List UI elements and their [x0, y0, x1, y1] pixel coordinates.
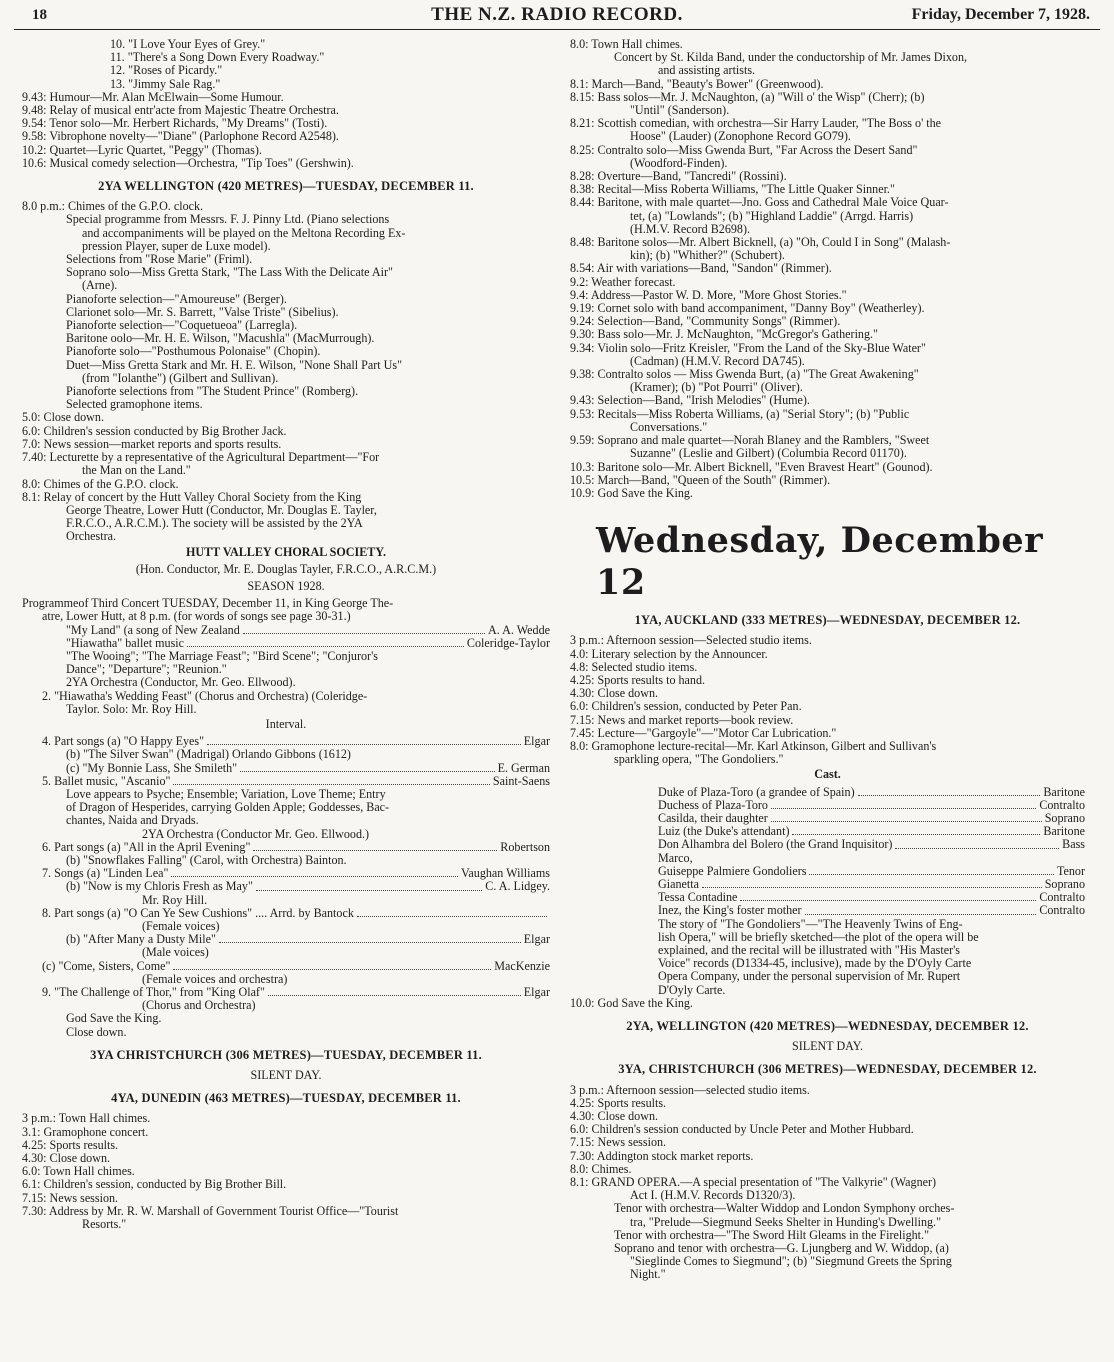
listing-line: tet, (a) "Lowlands"; (b) "Highland Laddie" (Arrgd. Harris) — [630, 208, 914, 223]
row-credit: Baritone — [1043, 784, 1085, 799]
subheading: Interval. — [265, 716, 307, 731]
listing-line: (Woodford-Finden). — [630, 155, 728, 170]
listing-line: lish Opera," will be briefly sketched—the plot of the opera will be — [658, 929, 979, 944]
listing-line: "The Wooing"; "The Marriage Feast"; "Bird Scene"; "Conjuror's — [66, 648, 378, 663]
listing-line: Conversations." — [630, 419, 708, 434]
row-credit: Elgar — [523, 932, 550, 947]
listing-line: 8.15: Bass solos—Mr. J. McNaughton, (a) "Will o' the Wisp" (Cherr); (b) — [570, 89, 925, 104]
listing-line: tra, "Prelude—Siegmund Seeks Shelter in Hunding's Dwelling." — [630, 1214, 942, 1229]
row-credit: Baritone — [1043, 824, 1085, 839]
listing-line: 10. "I Love Your Eyes of Grey." — [110, 38, 266, 51]
listing-line: (Male voices) — [142, 945, 209, 960]
listing-line: Selections from "Rose Marie" (Friml). — [66, 252, 253, 267]
dot-leader — [771, 812, 1042, 822]
listing-line: 6.0: Town Hall chimes. — [22, 1164, 135, 1179]
listing-line: 7.30: Address by Mr. R. W. Marshall of Government Tourist Office—"Tourist — [22, 1203, 399, 1218]
listing-line: (Female voices and orchestra) — [142, 971, 288, 986]
listing-line: 9.4: Address—Pastor W. D. More, "More Ghost Stories." — [570, 287, 847, 302]
row-title: Tessa Contadine — [658, 890, 738, 905]
row-credit: C. A. Lidgey. — [485, 879, 550, 894]
listing-dotted-row — [570, 891, 1085, 904]
listing-line: the Man on the Land." — [82, 463, 191, 478]
listing-line: 8.0: Town Hall chimes. — [570, 38, 683, 51]
row-title: (b) "Now is my Chloris Fresh as May" — [66, 879, 253, 894]
subheading: SILENT DAY. — [250, 1068, 322, 1083]
row-title: Luiz (the Duke's attendant) — [658, 824, 790, 839]
listing-line: 7.15: News session. — [570, 1135, 667, 1150]
listing-line: 3 p.m.: Afternoon session—selected studio items. — [570, 1082, 810, 1097]
dot-leader — [253, 841, 497, 851]
row-title: 8. Part songs (a) "O Can Ye Sew Cushions" .... Arrd. by Bantock — [42, 905, 354, 920]
dot-leader — [805, 904, 1037, 914]
issue-date: Friday, December 7, 1928. — [911, 6, 1090, 23]
listing-line: (b) "Snowflakes Falling" (Carol, with Orchestra) Bainton. — [66, 852, 347, 867]
listing-line: Clarionet solo—Mr. S. Barrett, "Valse Triste" (Sibelius). — [66, 304, 339, 319]
listing-line: Tenor with orchestra—"The Sword Hilt Gleams in the Firelight." — [614, 1227, 930, 1242]
listing-line: pression Player, super de Luxe model). — [82, 238, 271, 253]
listing-line: Special programme from Messrs. F. J. Pinny Ltd. (Piano selections — [66, 212, 390, 227]
listing-line: 2. "Hiawatha's Wedding Feast" (Chorus and Orchestra) (Coleridge- — [42, 688, 368, 703]
listing-line: 8.1: GRAND OPERA.—A special presentation of "The Valkyrie" (Wagner) — [570, 1175, 937, 1190]
listing-line: Pianoforte selection—"Amoureuse" (Berger). — [66, 291, 287, 306]
listing-line: of Dragon of Hesperides, carrying Golden Apple; Goddesses, Bac- — [66, 800, 390, 815]
subheading: (Hon. Conductor, Mr. E. Douglas Tayler, F.R.C.O., A.R.C.M.) — [135, 561, 437, 576]
listing-line: God Save the King. — [66, 1011, 162, 1026]
listing-dotted-row — [570, 904, 1085, 917]
listing-line: Dance"; "Departure"; "Reunion." — [66, 662, 227, 677]
listing-line: 9.24: Selection—Band, "Community Songs" (Rimmer). — [570, 314, 841, 329]
listing-line: 7.15: News and market reports—book review. — [570, 712, 794, 727]
row-title: (c) "My Bonnie Lass, She Smileth" — [66, 760, 238, 775]
listing-line: (b) "The Silver Swan" (Madrigal) Orlando Gibbons (1612) — [66, 747, 351, 762]
listing-line: 6.0: Children's session conducted by Uncle Peter and Mother Hubbard. — [570, 1122, 914, 1137]
row-credit: Coleridge-Taylor — [466, 635, 550, 650]
row-title: 5. Ballet music, "Ascanio" — [42, 773, 171, 788]
listing-line: 8.48: Baritone solos—Mr. Albert Bicknell, (a) "Oh, Could I in Song" (Malash- — [570, 235, 951, 250]
listing-line: Baritone oolo—Mr. H. E. Wilson, "Macushla" (MacMurrough). — [66, 331, 375, 346]
listing-line: 7.30: Addington stock market reports. — [570, 1148, 754, 1163]
listing-line: 4.25: Sports results. — [570, 1095, 667, 1110]
row-credit: MacKenzie — [494, 958, 550, 973]
row-title: 9. "The Challenge of Thor," from "King Olaf" — [42, 985, 265, 1000]
row-title: (c) "Come, Sisters, Come" — [42, 958, 171, 973]
listing-line: 8.0: Chimes of the G.P.O. clock. — [22, 476, 179, 491]
row-credit: Contralto — [1039, 797, 1085, 812]
listing-dotted-row — [22, 637, 550, 650]
listing-dotted-row — [570, 799, 1085, 812]
subheading: SILENT DAY. — [791, 1039, 863, 1054]
listing-line: 2YA Orchestra (Conductor Mr. Geo. Ellwood.) — [142, 826, 370, 841]
listing-line: 9.30: Bass solo—Mr. J. McNaughton, "McGregor's Gathering." — [570, 327, 878, 342]
listing-line: Selected gramophone items. — [66, 397, 203, 412]
listing-line: (Female voices) — [142, 919, 220, 933]
dot-leader — [171, 867, 458, 877]
listing-line: 2YA Orchestra (Conductor, Mr. Geo. Ellwood). — [66, 675, 296, 690]
listing-line: Resorts." — [82, 1217, 127, 1232]
listing-line: Love appears to Psyche; Ensemble; Variation, Love Theme; Entry — [66, 786, 386, 801]
row-credit: Tenor — [1056, 863, 1085, 878]
listing-line: "Sieglinde Comes to Siegmund"; (b) "Siegmund Greets the Spring — [630, 1254, 952, 1269]
listing-line: 7.15: News session. — [22, 1190, 119, 1205]
listing-line: Opera Company, under the personal supervision of Mr. Rupert — [658, 969, 961, 984]
listing-dotted-row — [570, 786, 1085, 799]
row-credit: E. German — [497, 760, 550, 775]
listing-line: 9.54: Tenor solo—Mr. Herbert Richards, "My Dreams" (Tosti). — [22, 116, 328, 131]
listing-line: 4.30: Close down. — [22, 1151, 111, 1166]
listing-dotted-row — [22, 775, 550, 788]
listing-line: Marco, — [658, 850, 693, 865]
dot-leader — [240, 762, 495, 772]
listing-line: Pianoforte selections from "The Student Prince" (Romberg). — [66, 384, 359, 399]
listing-line: 8.1: March—Band, "Beauty's Bower" (Greenwood). — [570, 76, 824, 91]
listing-line: 10.0: God Save the King. — [570, 995, 693, 1010]
row-title: Don Alhambra del Bolero (the Grand Inquisitor) — [658, 837, 893, 852]
listing-line: 9.19: Cornet solo with band accompaniment, "Danny Boy" (Weatherley). — [570, 301, 925, 316]
listing-line: 4.25: Sports results to hand. — [570, 672, 706, 687]
listing-line: "Until" (Sanderson). — [630, 103, 730, 118]
row-credit: Saint-Saens — [492, 773, 550, 788]
dot-leader — [187, 637, 464, 647]
row-title: "My Land" (a song of New Zealand — [66, 622, 240, 637]
row-credit: Contralto — [1039, 903, 1085, 918]
listing-line: 8.0: Gramophone lecture-recital—Mr. Karl Atkinson, Gilbert and Sullivan's — [570, 738, 937, 753]
page-number: 18 — [32, 7, 47, 23]
station-heading: 2YA, WELLINGTON (420 METRES)—WEDNESDAY, DECEMBER 12. — [626, 1019, 1029, 1033]
listing-line: The story of "The Gondoliers"—"The Heavenly Twins of Eng- — [658, 916, 963, 931]
row-title: 6. Part songs (a) "All in the April Evening" — [42, 839, 251, 854]
listing-line: 9.34: Violin solo—Fritz Kreisler, "From the Land of the Sky-Blue Water" — [570, 340, 926, 355]
listing-line: atre, Lower Hutt, at 8 p.m. (for words of songs see page 30-31.) — [42, 609, 351, 624]
listing-line: 9.59: Soprano and male quartet—Norah Blaney and the Ramblers, "Sweet — [570, 433, 930, 448]
listing-line: 8.21: Scottish comedian, with orchestra—Sir Harry Lauder, "The Boss o' the — [570, 116, 942, 131]
listing-line: explained, and the recital will be illustrated with "His Master's — [658, 942, 960, 957]
dot-leader — [173, 775, 489, 785]
listing-line: Mr. Roy Hill. — [142, 892, 208, 907]
row-credit: Bass — [1062, 837, 1085, 852]
row-title: 4. Part songs (a) "O Happy Eyes" — [42, 734, 205, 749]
row-credit: Contralto — [1039, 890, 1085, 905]
dot-leader — [792, 825, 1040, 835]
listing-line: 8.38: Recital—Miss Roberta Williams, "The Little Quaker Sinner." — [570, 182, 895, 197]
row-title: 7. Songs (a) "Linden Lea" — [42, 866, 169, 881]
dot-leader — [173, 960, 491, 970]
station-heading: 4YA, DUNEDIN (463 METRES)—TUESDAY, DECEMBER 11. — [111, 1091, 461, 1106]
row-title: Inez, the King's foster mother — [658, 903, 802, 918]
right-column — [570, 38, 1085, 1353]
listing-line: and accompaniments will be played on the Meltona Recording Ex- — [82, 225, 406, 240]
listing-line: 4.25: Sports results. — [22, 1137, 119, 1152]
listing-line: 8.0 p.m.: Chimes of the G.P.O. clock. — [22, 199, 204, 214]
dot-leader — [771, 799, 1036, 809]
listing-line: 11. "There's a Song Down Every Roadway." — [110, 50, 325, 65]
station-heading: 3YA, CHRISTCHURCH (306 METRES)—WEDNESDAY, DECEMBER 12. — [618, 1062, 1037, 1077]
dot-leader — [702, 878, 1042, 888]
listing-line: 8.54: Air with variations—Band, "Sandon" (Rimmer). — [570, 261, 832, 276]
listing-line: 9.58: Vibrophone novelty—"Diane" (Parlophone Record A2548). — [22, 129, 339, 144]
listing-line: Orchestra. — [66, 529, 117, 544]
row-credit: Elgar — [523, 734, 550, 749]
listing-line: 10.6: Musical comedy selection—Orchestra, "Tip Toes" (Gershwin). — [22, 155, 354, 170]
listing-line: Soprano and tenor with orchestra—G. Ljungberg and W. Widdop, (a) — [614, 1241, 949, 1256]
station-heading: 3YA CHRISTCHURCH (306 METRES)—TUESDAY, DECEMBER 11. — [90, 1047, 482, 1062]
listing-line: kin); (b) "Whither?" (Schubert). — [630, 248, 785, 263]
listing-line: Duet—Miss Gretta Stark and Mr. H. E. Wilson, "None Shall Part Us" — [66, 357, 403, 372]
subheading: HUTT VALLEY CHORAL SOCIETY. — [185, 544, 387, 559]
row-title: "Hiawatha" ballet music — [66, 635, 185, 650]
subheading: SEASON 1928. — [247, 578, 325, 593]
dot-leader — [243, 624, 485, 634]
listing-line: 12. "Roses of Picardy." — [110, 63, 223, 78]
listing-line: 4.0: Literary selection by the Announcer. — [570, 646, 768, 661]
listing-line: (Chorus and Orchestra) — [142, 998, 256, 1013]
row-title: Casilda, their daughter — [658, 810, 768, 825]
row-title: (b) "After Many a Dusty Mile" — [66, 932, 216, 947]
listing-line: Night." — [630, 1267, 666, 1282]
listing-line: 9.43: Humour—Mr. Alan McElwain—Some Humour. — [22, 89, 284, 104]
listing-line: (Kramer); (b) "Pot Pourri" (Oliver). — [630, 380, 803, 395]
listing-line: Tenor with orchestra—Walter Widdop and London Symphony orches- — [614, 1201, 955, 1216]
listing-line: 7.0: News session—market reports and sports results. — [22, 436, 282, 451]
row-title: Guiseppe Palmiere Gondoliers — [658, 863, 807, 878]
left-column — [22, 38, 550, 1353]
listing-line: Programmeof Third Concert TUESDAY, December 11, in King George The- — [22, 596, 394, 611]
station-heading: 2YA WELLINGTON (420 METRES)—TUESDAY, DECEMBER 11. — [98, 179, 474, 194]
listing-line: 9.43: Selection—Band, "Irish Melodies" (Hume). — [570, 393, 810, 408]
listing-line: 6.0: Children's session conducted by Big Brother Jack. — [22, 423, 287, 438]
listing-line: (Cadman) (H.M.V. Record DA745). — [630, 353, 805, 368]
dot-leader — [895, 838, 1059, 848]
listing-line: 5.0: Close down. — [22, 410, 104, 425]
listing-line: and assisting artists. — [658, 63, 756, 78]
listing-line: Act I. (H.M.V. Records D1320/3). — [630, 1188, 796, 1203]
listing-line: Close down. — [66, 1024, 127, 1039]
listing-line: 8.25: Contralto solo—Miss Gwenda Burt, "Far Across the Desert Sand" — [570, 142, 918, 157]
listing-line: Hoose" (Lauder) (Zonophone Record GO79). — [630, 129, 851, 144]
listing-dotted-row — [22, 880, 550, 893]
listing-dotted-row — [570, 865, 1085, 878]
listing-line: 10.3: Baritone solo—Mr. Albert Bicknell, "Even Bravest Heart" (Gounod). — [570, 459, 933, 474]
listing-dotted-row — [22, 960, 550, 973]
listing-line: 8.44: Baritone, with male quartet—Jno. Goss and Cathedral Male Voice Quar- — [570, 195, 949, 210]
listing-line: 7.45: Lecture—"Gargoyle"—"Motor Car Lubrication." — [570, 725, 837, 740]
dot-leader — [256, 880, 482, 890]
listing-line: 9.53: Recitals—Miss Roberta Williams, (a) "Serial Story"; (b) "Public — [570, 406, 910, 421]
dot-leader — [809, 865, 1054, 875]
listing-line: George Theatre, Lower Hutt (Conductor, Mr. Douglas E. Tayler, — [66, 502, 377, 517]
listing-line: 4.8: Selected studio items. — [570, 659, 698, 674]
dot-leader — [219, 933, 521, 943]
dot-leader — [268, 986, 521, 996]
dot-leader — [357, 907, 547, 917]
listing-line: 6.0: Children's session, conducted by Peter Pan. — [570, 699, 802, 714]
row-credit: Elgar — [523, 985, 550, 1000]
row-credit: Vaughan Williams — [461, 866, 550, 881]
listing-line: Soprano solo—Miss Gretta Stark, "The Lass With the Delicate Air" — [66, 265, 393, 280]
day-heading: Wednesday, December 12 — [596, 520, 1044, 604]
page-header — [14, 4, 1100, 28]
row-title: Duchess of Plaza-Toro — [658, 797, 768, 812]
listing-line: 8.28: Overture—Band, "Tancredi" (Rossini). — [570, 169, 787, 184]
listing-line: Pianoforte selection—"Coquetueoa" (Larregla). — [66, 318, 298, 333]
listing-line: Suzanne" (Leslie and Gilbert) (Columbia Record 01170). — [630, 446, 907, 461]
listing-line: sparkling opera, "The Gondoliers." — [614, 752, 784, 767]
listing-line: 13. "Jimmy Sale Rag." — [110, 76, 221, 91]
listing-dotted-row — [22, 624, 550, 637]
listing-line: 3 p.m.: Town Hall chimes. — [22, 1111, 151, 1126]
listing-line: chantes, Naida and Dryads. — [66, 813, 199, 828]
listing-line: 9.48: Relay of musical entr'acte from Majestic Theatre Orchestra. — [22, 103, 339, 118]
row-title: Duke of Plaza-Toro (a grandee of Spain) — [658, 784, 855, 799]
listing-line: 10.9: God Save the King. — [570, 485, 693, 500]
station-heading: 1YA, AUCKLAND (333 METRES)—WEDNESDAY, DECEMBER 12. — [634, 613, 1021, 628]
row-credit: Soprano — [1044, 810, 1085, 825]
row-title: Gianetta — [658, 876, 699, 891]
listing-line: 8.0: Chimes. — [570, 1161, 632, 1176]
listing-line: F.R.C.O., A.R.C.M.). The society will be assisted by the 2YA — [66, 516, 363, 531]
dot-leader — [740, 891, 1036, 901]
listing-line: 3 p.m.: Afternoon session—Selected studio items. — [570, 633, 812, 648]
listing-line: 9.2: Weather forecast. — [570, 274, 676, 289]
listing-line: (Arne). — [82, 278, 118, 293]
listing-line: Voice" records (D1334-45, inclusive), made by the D'Oyly Carte — [658, 956, 972, 971]
listing-line: Taylor. Solo: Mr. Roy Hill. — [66, 701, 197, 716]
listing-line: (from "Iolanthe") (Gilbert and Sullivan). — [82, 370, 279, 385]
listing-dotted-row — [570, 838, 1085, 851]
listing-line: Concert by St. Kilda Band, under the conductorship of Mr. James Dixon, — [614, 50, 968, 65]
listing-line: (H.M.V. Record B2698). — [630, 221, 751, 236]
header-rule — [14, 29, 1100, 30]
listing-dotted-row — [22, 841, 550, 854]
subheading: Cast. — [814, 767, 841, 782]
listing-dotted-row — [570, 878, 1085, 891]
listing-dotted-row — [22, 907, 550, 920]
listing-dotted-row — [22, 933, 550, 946]
listing-dotted-row — [570, 812, 1085, 825]
row-credit: Robertson — [500, 839, 550, 854]
listing-line: 4.30: Close down. — [570, 686, 659, 701]
listing-line: 3.1: Gramophone concert. — [22, 1124, 149, 1139]
listing-line: 8.1: Relay of concert by the Hutt Valley Choral Society from the King — [22, 489, 362, 504]
publication-title: THE N.Z. RADIO RECORD. — [431, 4, 683, 25]
row-credit: Soprano — [1044, 876, 1085, 891]
listing-dotted-row — [22, 762, 550, 775]
listing-line: D'Oyly Carte. — [658, 982, 726, 997]
listing-line: 10.2: Quartet—Lyric Quartet, "Peggy" (Thomas). — [22, 142, 262, 157]
listing-line: 9.38: Contralto solos — Miss Gwenda Burt, (a) "The Great Awakening" — [570, 367, 919, 382]
listing-line: 6.1: Children's session, conducted by Big Brother Bill. — [22, 1177, 287, 1192]
dot-leader — [858, 786, 1041, 796]
listing-line: 4.30: Close down. — [570, 1109, 659, 1124]
dot-leader — [207, 735, 521, 745]
listing-line: 10.5: March—Band, "Queen of the South" (Rimmer). — [570, 472, 831, 487]
listing-line: Pianoforte solo—"Posthumous Polonaise" (Chopin). — [66, 344, 321, 359]
listing-dotted-row — [22, 986, 550, 999]
listing-line: 7.40: Lecturette by a representative of the Agricultural Department—"For — [22, 450, 380, 465]
row-credit: A. A. Wedde — [488, 622, 550, 637]
